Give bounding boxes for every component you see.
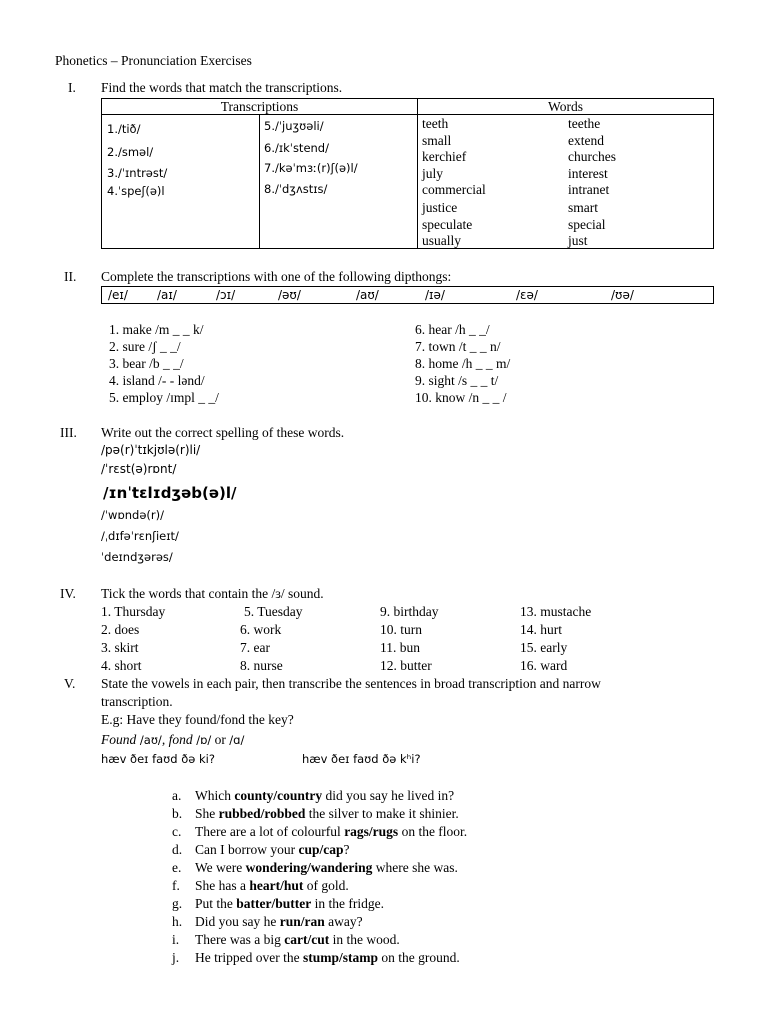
word-option: 10. turn: [380, 622, 422, 637]
example-vowels: Found /aʊ/, fond /ɒ/ or /ɑ/: [101, 732, 245, 747]
word-item: usually: [422, 233, 461, 248]
sentence: Put the batter/butter in the fridge.: [195, 896, 384, 911]
header-words: Words: [418, 99, 714, 115]
word-option: 16. ward: [520, 658, 568, 673]
diphthong-box: [101, 286, 714, 304]
diphthong: /ʊə/: [611, 288, 634, 302]
sentence: There are a lot of colourful rags/rugs on the floor.: [195, 824, 468, 839]
word-item: small: [422, 133, 452, 148]
example-narrow-transcription: hæv ðeɪ faʊd ðə kʰi?: [302, 752, 421, 766]
word-item: interest: [568, 166, 608, 181]
sentence: Which county/country did you say he lived in?: [195, 788, 455, 803]
section-2-number: II.: [64, 269, 77, 284]
diphthong-exercise-item: 2. sure /ʃ _ _/: [109, 339, 181, 354]
word-item: speculate: [422, 217, 473, 232]
diphthong: /əʊ/: [278, 288, 301, 302]
section-2-instruction: Complete the transcriptions with one of the following dipthongs:: [101, 269, 452, 284]
word-option: 1. Thursday: [101, 604, 166, 619]
section-1-number: I.: [68, 80, 76, 95]
word-option: 4. short: [101, 658, 142, 673]
word-item: teethe: [568, 116, 601, 131]
sentence-letter: d.: [172, 842, 183, 857]
diphthong-exercise-item: 10. know /n _ _ /: [415, 390, 507, 405]
sentence-letter: f.: [172, 878, 180, 893]
word-option: 13. mustache: [520, 604, 592, 619]
diphthong-exercise-item: 1. make /m _ _ k/: [109, 322, 204, 337]
section-5-instruction: State the vowels in each pair, then transcribe the sentences in broad transcription and narrow: [101, 676, 601, 691]
word-option: 11. bun: [380, 640, 420, 655]
diphthong-exercise-item: 4. island /- - lənd/: [109, 373, 205, 388]
example-broad-transcription: hæv ðeɪ faʊd ðə ki?: [101, 752, 215, 766]
transcription-table: [101, 98, 714, 249]
word-option: 2. does: [101, 622, 140, 637]
word-option: 12. butter: [380, 658, 432, 673]
diphthong-exercise-item: 3. bear /b _ _/: [109, 356, 184, 371]
diphthong-exercise-item: 9. sight /s _ _ t/: [415, 373, 499, 388]
section-4-instruction: Tick the words that contain the /ɜ/ sound.: [101, 586, 324, 601]
diphthong-exercise-item: 6. hear /h _ _/: [415, 322, 490, 337]
word-option: 15. early: [520, 640, 568, 655]
transcription-item: 4.ˈspeʃ(ə)l: [107, 184, 165, 198]
example-sentence: E.g: Have they found/fond the key?: [101, 712, 294, 727]
transcription-item: 1./tið/: [107, 122, 141, 136]
word-option: 9. birthday: [380, 604, 439, 619]
word-item: intranet: [568, 182, 610, 197]
sentence: He tripped over the stump/stamp on the ground.: [195, 950, 460, 965]
spelling-item: /ˌdɪfəˈrɛnʃieɪt/: [101, 529, 179, 543]
transcription-item: 5./ˈjuʒʊəli/: [264, 119, 324, 133]
section-1-instruction: Find the words that match the transcriptions.: [101, 80, 343, 95]
diphthong: /ɪə/: [425, 288, 445, 302]
sentence-letter: h.: [172, 914, 183, 929]
spelling-item: /ˈwɒndə(r)/: [101, 508, 164, 522]
word-item: july: [422, 166, 444, 181]
word-item: kerchief: [422, 149, 467, 164]
section-5-number: V.: [64, 676, 76, 691]
section-5-instruction-cont: transcription.: [101, 694, 173, 709]
sentence: There was a big cart/cut in the wood.: [195, 932, 400, 947]
word-item: justice: [422, 200, 458, 215]
spelling-item: ˈdeɪndʒərəs/: [101, 550, 173, 564]
diphthong: /aʊ/: [356, 288, 379, 302]
word-item: commercial: [422, 182, 486, 197]
section-3-number: III.: [60, 425, 77, 440]
sentence-letter: a.: [172, 788, 182, 803]
word-item: extend: [568, 133, 604, 148]
spelling-item: /ɪnˈtɛlɪdʒəb(ə)l/: [103, 484, 237, 502]
sentence-letter: b.: [172, 806, 183, 821]
word-option: 5. Tuesday: [244, 604, 303, 619]
section-3-instruction: Write out the correct spelling of these words.: [101, 425, 345, 440]
word-item: teeth: [422, 116, 449, 131]
diphthong-exercise-item: 7. town /t _ _ n/: [415, 339, 501, 354]
transcription-item: 6./ɪkˈstend/: [264, 141, 329, 155]
diphthong: /ɛə/: [516, 288, 538, 302]
diphthong: /eɪ/: [108, 288, 128, 302]
sentence-letter: c.: [172, 824, 182, 839]
sentence: Did you say he run/ran away?: [195, 914, 363, 929]
transcription-item: 3./ˈɪntrəst/: [107, 166, 168, 180]
word-option: 3. skirt: [101, 640, 139, 655]
sentence-letter: i.: [172, 932, 180, 947]
diphthong: /ɔɪ/: [216, 288, 236, 302]
sentence: She rubbed/robbed the silver to make it shinier.: [195, 806, 459, 821]
word-option: 8. nurse: [240, 658, 283, 673]
transcription-item: 8./ˈdʒʌstɪs/: [264, 182, 328, 196]
word-option: 6. work: [240, 622, 282, 637]
word-item: smart: [568, 200, 598, 215]
diphthong-exercise-item: 5. employ /ɪmpl _ _/: [109, 390, 219, 405]
diphthong: /aɪ/: [157, 288, 177, 302]
sentence-letter: g.: [172, 896, 183, 911]
sentence: We were wondering/wandering where she was.: [195, 860, 458, 875]
word-option: 7. ear: [240, 640, 270, 655]
sentence: Can I borrow your cup/cap?: [195, 842, 350, 857]
header-transcriptions: Transcriptions: [102, 99, 418, 115]
word-item: special: [568, 217, 606, 232]
spelling-item: /pə(r)ˈtɪkjʊlə(r)li/: [101, 443, 201, 457]
page-title: Phonetics – Pronunciation Exercises: [55, 53, 252, 68]
sentence-letter: j.: [172, 950, 180, 965]
sentence-letter: e.: [172, 860, 182, 875]
word-option: 14. hurt: [520, 622, 562, 637]
transcription-item: 7./kəˈmɜː(r)ʃ(ə)l/: [264, 161, 358, 175]
word-item: just: [568, 233, 588, 248]
spelling-item: /ˈrɛst(ə)rɒnt/: [101, 462, 177, 476]
section-4-number: IV.: [60, 586, 76, 601]
sentence: She has a heart/hut of gold.: [195, 878, 349, 893]
word-item: churches: [568, 149, 616, 164]
transcription-item: 2./sməl/: [107, 145, 154, 159]
diphthong-exercise-item: 8. home /h _ _ m/: [415, 356, 511, 371]
